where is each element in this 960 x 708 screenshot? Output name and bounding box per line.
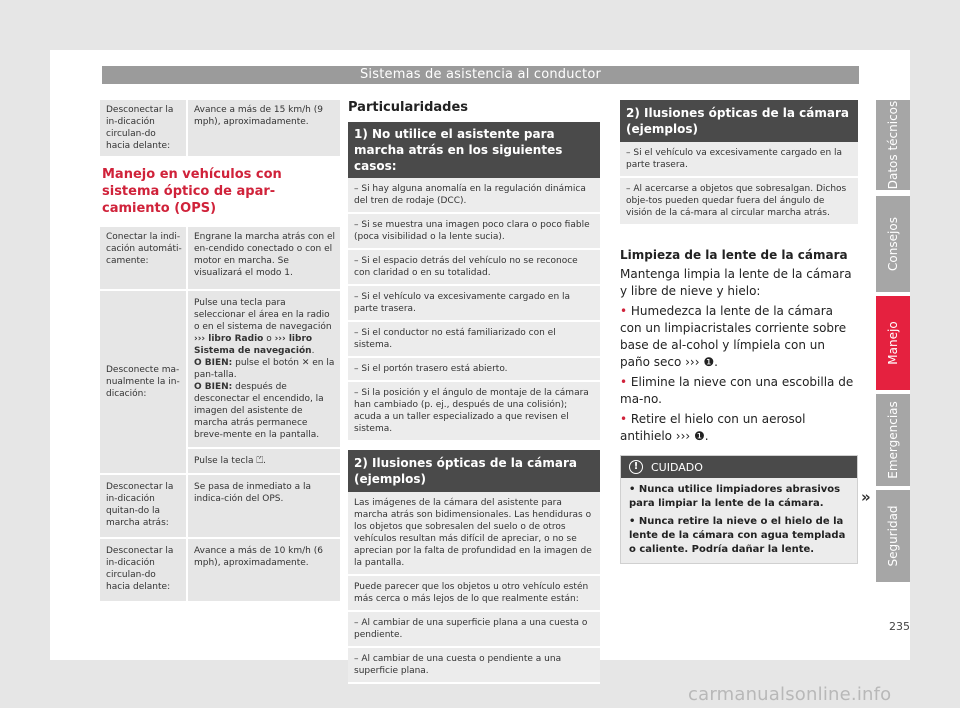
tab-emergencias[interactable] <box>876 394 910 486</box>
list-item: – Si se muestra una imagen poco clara o poco fiable (poca visibilidad o la lente sucia). <box>348 214 600 250</box>
bullet-icon: • <box>620 375 631 389</box>
paragraph: Mantenga limpia la lente de la cámara y libre de nieve y hielo: <box>620 267 852 298</box>
tab-manejo[interactable] <box>876 296 910 390</box>
bullet-item <box>620 303 858 371</box>
cell-text <box>194 297 336 441</box>
text-span: después de desconectar el encendido, la imagen del asistente de marcha atrás permanece breve-mente en la pantalla. <box>194 382 324 440</box>
table-cell-action <box>100 291 186 473</box>
bullet-text: Retire el hielo con un aerosol antihielo ››› ❶. <box>620 412 806 443</box>
caution-header <box>621 456 857 478</box>
caution-text: Nunca retire la nieve o el hielo de la lente de la cámara con agua templada o caliente. Podría dañar la lente. <box>629 516 846 555</box>
cross-reference-link[interactable]: ››› libro Radio <box>194 334 264 344</box>
list-item: – Si la posición y el ángulo de montaje de la cámara han cambiado (p. ej., después de una colisión); acuda a un taller especializado a que revisen el sistema. <box>348 382 600 442</box>
list-item: – Al cambiar de una superficie plana a una cuesta o pendiente. <box>348 612 600 648</box>
table-cell-action: Desconectar la in-dicación circulan-do hacia delante: <box>106 105 174 151</box>
tab-label: Emergencias <box>886 401 900 479</box>
text-span: . <box>311 346 315 356</box>
note-header: 2) Ilusiones ópticas de la cámara (ejemplos) <box>620 100 858 142</box>
bullet-icon: • <box>629 484 639 495</box>
tab-datos-tecnicos[interactable] <box>876 100 910 190</box>
note-list <box>620 142 858 226</box>
note-header: 1) No utilice el asistente para marcha atrás en los siguientes casos: <box>348 122 600 178</box>
list-item: Las imágenes de la cámara del asistente para marcha atrás son bidimensionales. Las hendiduras o los objetos que sobresalen del suelo o de otros vehículos resultan más difícil de apreciar, o no se aprecian por la falta de profundidad en la imagen de la pantalla. <box>348 492 600 576</box>
table-row <box>100 537 340 601</box>
tab-consejos[interactable] <box>876 196 910 292</box>
table-cell-action: Conectar la indi-cación automáti-camente: <box>106 232 182 266</box>
bullet-icon: • <box>620 304 631 318</box>
table-row <box>100 473 340 537</box>
table-cell-result: Avance a más de 10 km/h (6 mph), aproximadamente. <box>186 539 340 601</box>
bullet-icon: • <box>620 412 631 426</box>
list-item: – Si el vehículo va excesivamente cargado en la parte trasera. <box>620 142 858 178</box>
table-cell-result <box>186 291 340 473</box>
table-cell-result: Engrane la marcha atrás con el en-cendido conectado o con el motor en marcha. Se visualizará el modo 1. <box>186 227 340 289</box>
cell-text: Pulse la tecla ⏍. <box>188 447 340 469</box>
note-header: 2) Ilusiones ópticas de la cámara (ejemplos) <box>348 450 600 492</box>
list-item: – Si el espacio detrás del vehículo no se reconoce con claridad o en su totalidad. <box>348 250 600 286</box>
table-row <box>100 100 340 156</box>
text-span: Pulse una tecla para seleccionar el área en la radio o en el sistema de navegación <box>194 298 332 332</box>
cross-reference-link[interactable]: ››› libro Sistema de navegación <box>194 334 313 356</box>
list-item: – Si el vehículo va excesivamente cargado en la parte trasera. <box>348 286 600 322</box>
warning-icon: ! <box>629 460 643 474</box>
bullet-item <box>620 374 858 408</box>
caution-item <box>629 483 849 511</box>
spacer <box>348 442 600 450</box>
right-column <box>620 100 858 564</box>
left-column <box>100 100 340 601</box>
table-cell-result: Avance a más de 15 km/h (9 mph), aproximadamente. <box>186 100 340 156</box>
section-heading: Manejo en vehículos con sistema óptico de apar-camiento (OPS) <box>102 167 282 216</box>
text-span: pulse el botón ✕ en la pan-talla. <box>194 358 335 380</box>
note-list <box>348 492 600 684</box>
page-number: 235 <box>889 620 910 633</box>
caution-body <box>621 478 857 563</box>
table-row <box>100 227 340 289</box>
list-item: – Al acercarse a objetos que sobresalgan. Dichos obje-tos pueden quedar fuera del ángulo de visión de la cá-mara al circular marcha atrás. <box>620 178 858 226</box>
list-item: – Si hay alguna anomalía en la regulación dinámica del tren de rodaje (DCC). <box>348 178 600 214</box>
list-item: Puede parecer que los objetos u otro vehículo estén más cerca o más lejos de lo que realmente están: <box>348 576 600 612</box>
page-header: Sistemas de asistencia al conductor <box>102 66 859 84</box>
cell-text: Desconecte ma-nualmente la in-dicación: <box>106 365 180 399</box>
bullet-icon: • <box>629 516 639 527</box>
caution-title: CUIDADO <box>651 460 703 474</box>
bullet-item <box>620 411 858 445</box>
table-cell-action: Desconectar la in-dicación quitan-do la marcha atrás: <box>106 482 174 528</box>
bullet-text: Humedezca la lente de la cámara con un limpiacristales corriente sobre base de al-cohol y límpiela con un paño seco ››› ❶. <box>620 304 847 369</box>
text-strong: O BIEN: <box>194 358 233 368</box>
caution-box <box>620 455 858 564</box>
caution-item <box>629 515 849 557</box>
caution-text: Nunca utilice limpiadores abrasivos para limpiar la lente de la cámara. <box>629 484 841 509</box>
watermark: carmanualsonline.info <box>688 684 892 705</box>
list-item: – Si el conductor no está familiarizado con el sistema. <box>348 322 600 358</box>
tab-label: Datos técnicos <box>886 100 900 190</box>
continue-arrow-icon: » <box>861 488 871 506</box>
list-item: – Al cambiar de una cuesta o pendiente a una superficie plana. <box>348 648 600 684</box>
table-row <box>100 289 340 473</box>
list-item: – Si el portón trasero está abierto. <box>348 358 600 382</box>
bullet-list <box>620 303 858 445</box>
bullet-text: Elimine la nieve con una escobilla de ma-no. <box>620 375 854 406</box>
tab-label: Seguridad <box>886 505 900 567</box>
tab-seguridad[interactable] <box>876 490 910 582</box>
table-cell-action: Desconectar la in-dicación circulan-do hacia delante: <box>106 546 174 592</box>
table-cell-result: Se pasa de inmediato a la indica-ción del OPS. <box>186 475 340 537</box>
text-strong: O BIEN: <box>194 382 233 392</box>
tab-label: Consejos <box>886 217 900 271</box>
note-list <box>348 178 600 442</box>
section-title: Particularidades <box>348 100 469 115</box>
middle-column <box>348 100 600 684</box>
tab-label: Manejo <box>886 321 900 365</box>
text-span: o <box>263 334 275 344</box>
section-heading: Limpieza de la lente de la cámara <box>620 248 848 262</box>
